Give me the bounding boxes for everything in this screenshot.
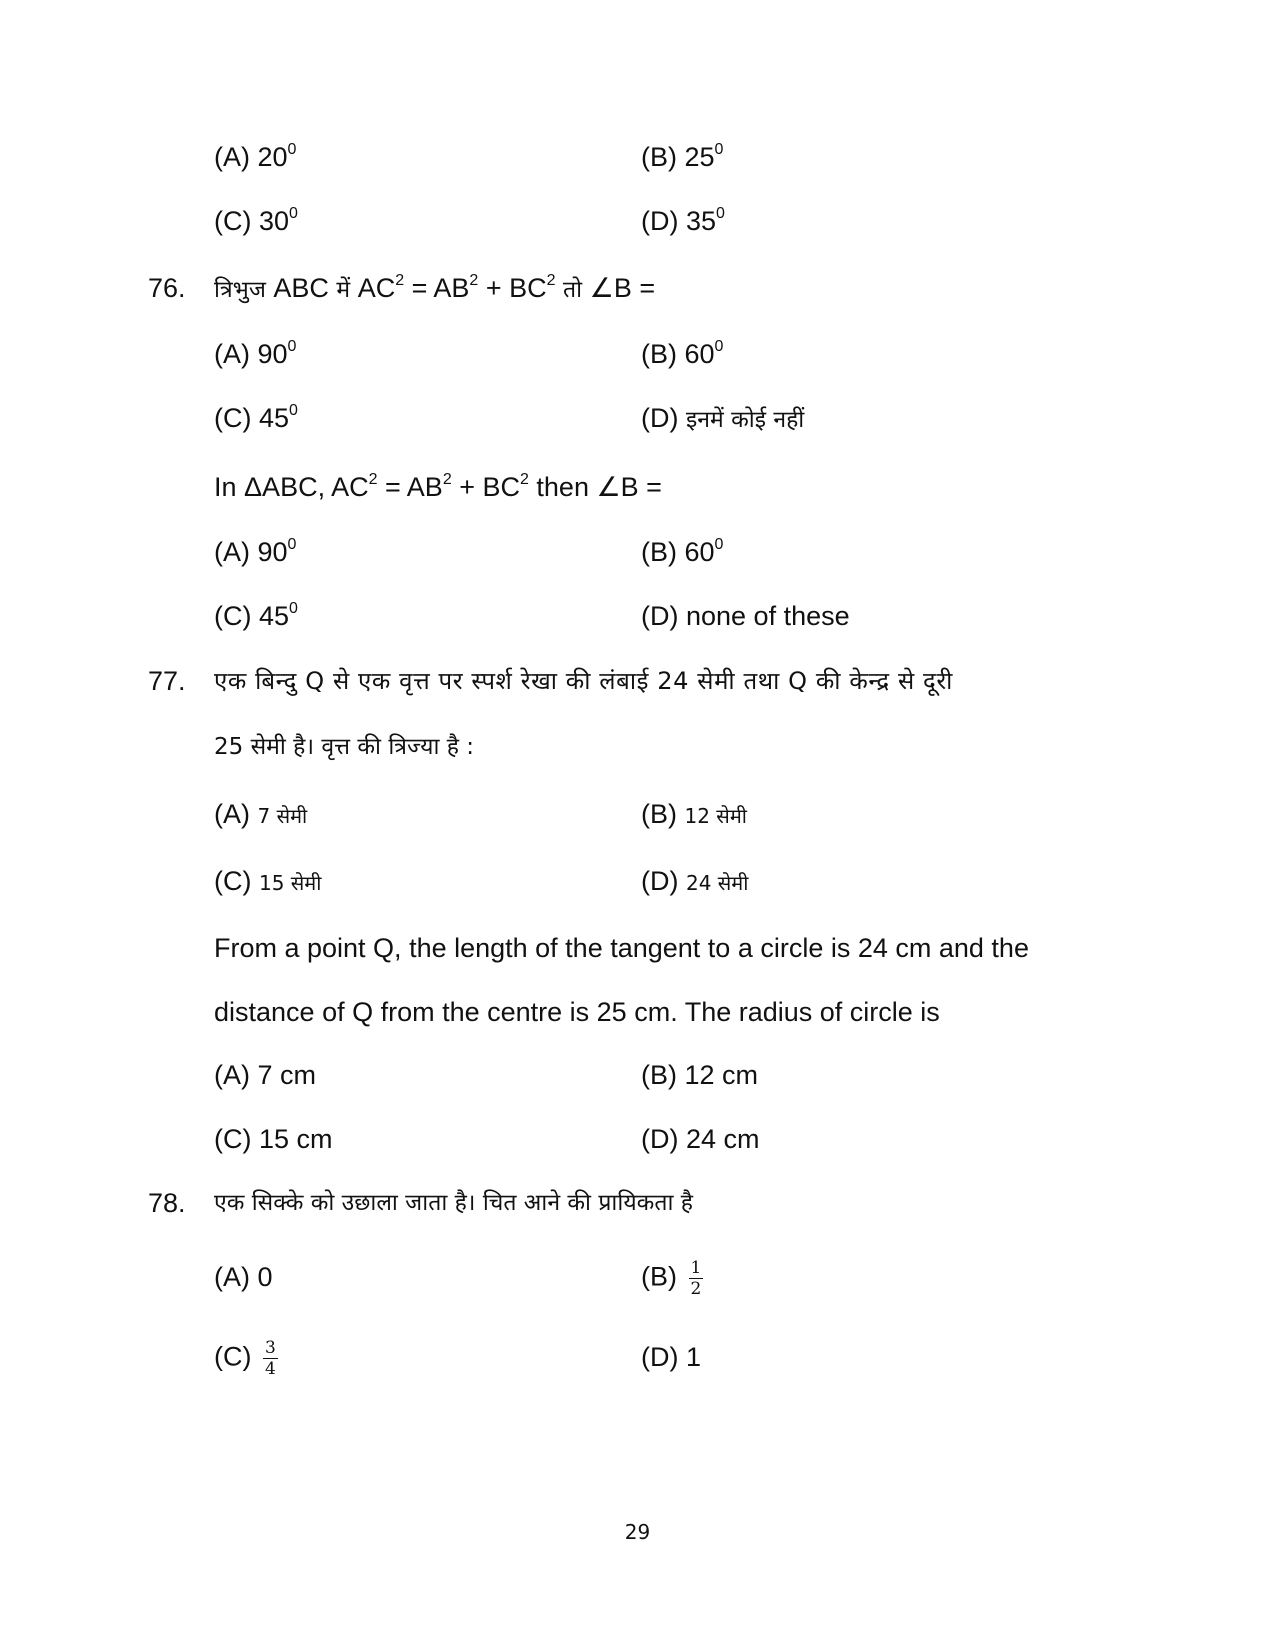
page-number: 29 — [624, 1520, 651, 1544]
q77-hi-option-b: (B) 12 सेमी — [641, 799, 747, 829]
q75-option-a: (A) $20^0$ — [214, 141, 297, 172]
q78-option-d: (D) 1 — [641, 1342, 701, 1372]
q78-question-hindi: एक सिक्के को उछाला जाता है। चित आने की प्रायिकता है — [214, 1190, 693, 1216]
q77-en-option-c: (C) 15 cm — [214, 1124, 333, 1154]
q77-hi-option-c: (C) 15 सेमी — [214, 866, 322, 896]
q76-en-option-b: (B) $60^0$ — [641, 536, 724, 567]
q77-hi-option-a: (A) 7 सेमी — [214, 799, 308, 829]
q77-en-option-b: (B) 12 cm — [641, 1060, 759, 1090]
q76-en-option-a: (A) $90^0$ — [214, 536, 297, 567]
q78-option-b: (B) $\frac{1}{2}$ — [641, 1258, 702, 1299]
q76-en-option-c: (C) $45^0$ — [214, 600, 298, 631]
q78-option-c: (C) $\frac{3}{4}$ — [214, 1338, 276, 1379]
q77-en-option-d: (D) 24 cm — [641, 1124, 760, 1154]
q76-hi-option-c: (C) $45^0$ — [214, 402, 298, 433]
q76-hi-option-a: (A) $90^0$ — [214, 338, 297, 369]
q75-option-d: (D) $35^0$ — [641, 205, 725, 236]
q75-option-b: (B) $25^0$ — [641, 141, 724, 172]
q76-number: 76. — [148, 273, 186, 303]
q76-en-option-d: (D) none of these — [641, 601, 850, 631]
q77-question-hindi-line1: एक बिन्दु Q से एक वृत्त पर स्पर्श रेखा की लंबाई 24 सेमी तथा Q की केन्द्र से दूरी — [214, 667, 953, 695]
q77-hi-option-d: (D) 24 सेमी — [641, 866, 749, 896]
q77-question-english-line2: distance of Q from the centre is 25 cm. The radius of circle is — [214, 997, 940, 1027]
q78-number: 78. — [148, 1188, 186, 1218]
q77-question-english-line1: From a point Q, the length of the tangent to a circle is 24 cm and the — [214, 933, 1029, 963]
q77-number: 77. — [148, 666, 186, 696]
fraction-three-quarters: $\frac{3}{4}$ — [264, 1338, 276, 1379]
q77-question-hindi-line2: 25 सेमी है। वृत्त की त्रिज्या है : — [214, 734, 475, 760]
q75-option-c: (C) $30^0$ — [214, 205, 298, 236]
q76-question-english: In ΔABC, $AC^2 = AB^2 + BC^2$ then ∠B = — [214, 471, 662, 502]
q76-hi-option-b: (B) $60^0$ — [641, 338, 724, 369]
q78-option-a: (A) 0 — [214, 1262, 273, 1292]
q77-en-option-a: (A) 7 cm — [214, 1060, 317, 1090]
fraction-one-half: $\frac{1}{2}$ — [690, 1258, 702, 1299]
q76-question-hindi: त्रिभुज ABC में $AC^2 = AB^2 + BC^2$ तो ∠B = — [214, 272, 656, 303]
q76-hi-option-d: (D) इनमें कोई नहीं — [641, 403, 805, 433]
